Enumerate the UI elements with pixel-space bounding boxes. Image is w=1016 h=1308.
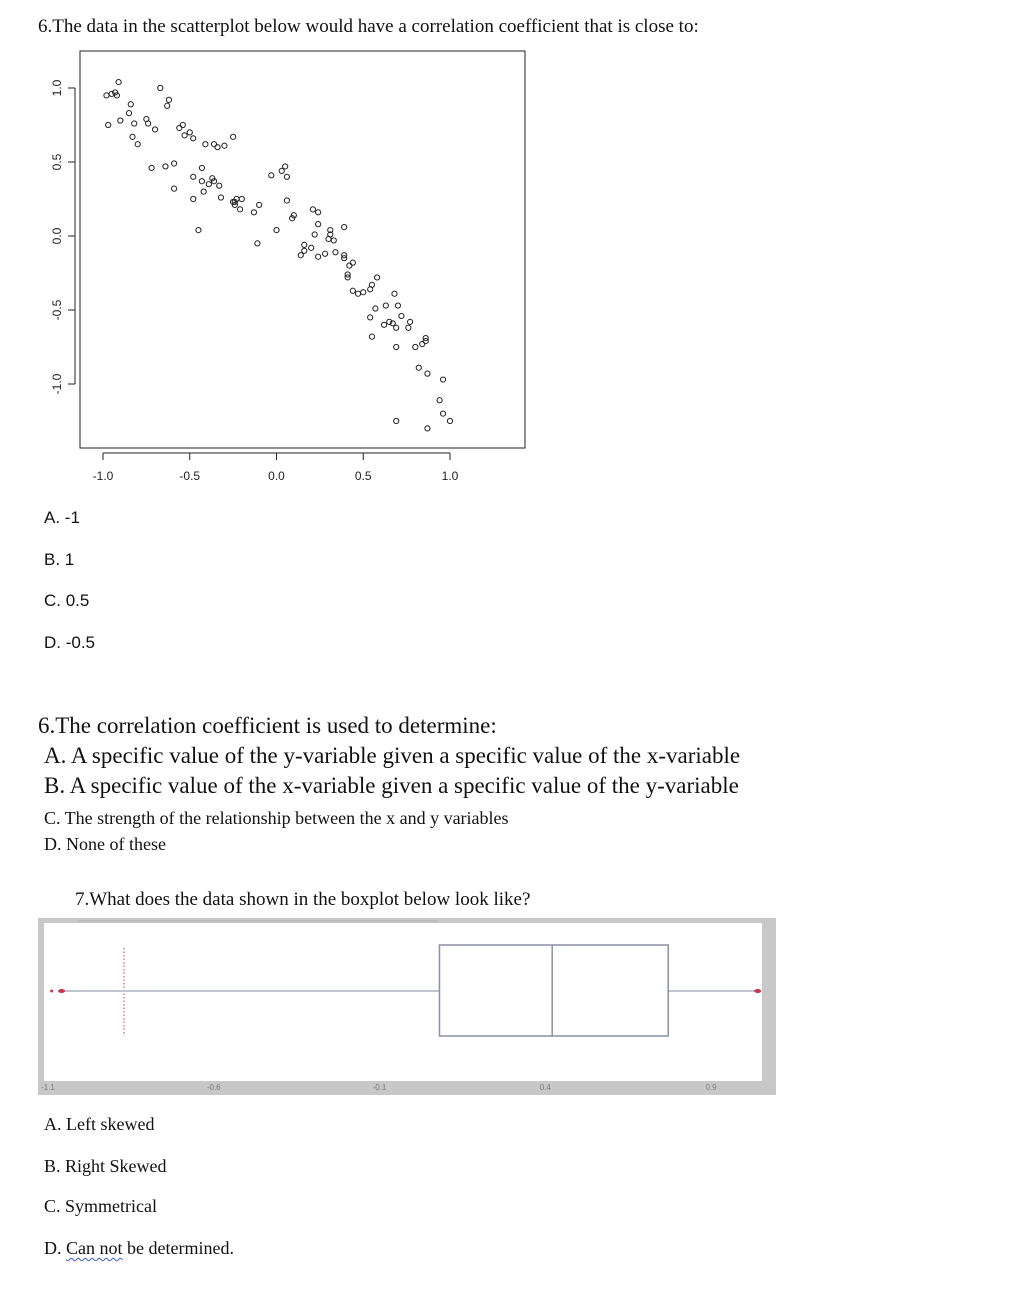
scatter-y-tick-label: -1.0 xyxy=(50,373,65,395)
q1-option-d[interactable]: D. -0.5 xyxy=(44,633,96,652)
scatter-point xyxy=(180,122,185,127)
question-2-title: 6.The correlation coefficient is used to determine: xyxy=(38,713,497,738)
scatter-point xyxy=(440,377,445,382)
scatter-y-tick-label: -0.5 xyxy=(50,299,65,321)
scatter-x-axis xyxy=(93,453,459,483)
scatter-point xyxy=(149,165,154,170)
scatter-point xyxy=(222,143,227,148)
scatter-point xyxy=(395,303,400,308)
scatter-point xyxy=(316,210,321,215)
boxplot-x-tick-label: -1.1 xyxy=(41,1083,55,1092)
scatter-point xyxy=(126,111,131,116)
boxplot-upper-whisker-end xyxy=(754,989,761,993)
scatter-point xyxy=(237,207,242,212)
q3-option-d-prefix: D. xyxy=(44,1238,66,1258)
scatter-point xyxy=(106,122,111,127)
boxplot-x-tick-label: -0.1 xyxy=(372,1083,387,1092)
scatter-point xyxy=(163,164,168,169)
scatter-point xyxy=(369,282,374,287)
q2-option-a[interactable]: A. A specific value of the y-variable given a specific value of the x-variable xyxy=(44,743,741,768)
scatter-point xyxy=(130,134,135,139)
scatter-point xyxy=(350,288,355,293)
scatter-point xyxy=(322,251,327,256)
scatter-point xyxy=(172,161,177,166)
scatter-point xyxy=(283,164,288,169)
scatter-point xyxy=(347,263,352,268)
scatter-point xyxy=(394,418,399,423)
q2-option-c[interactable]: C. The strength of the relationship between the x and y variables xyxy=(44,808,509,828)
scatter-point xyxy=(407,319,412,324)
scatter-point xyxy=(312,232,317,237)
scatter-point xyxy=(172,186,177,191)
scatter-point xyxy=(191,136,196,141)
scatter-point xyxy=(425,371,430,376)
scatter-x-tick-label: 0.0 xyxy=(268,469,285,483)
boxplot-box xyxy=(439,945,668,1036)
q3-option-a[interactable]: A. Left skewed xyxy=(44,1114,155,1134)
scatter-point xyxy=(355,291,360,296)
scatter-point xyxy=(203,142,208,147)
scatter-point xyxy=(373,306,378,311)
scatter-point xyxy=(416,365,421,370)
scatter-point xyxy=(211,142,216,147)
scatter-point xyxy=(231,134,236,139)
boxplot-x-tick-label: 0.9 xyxy=(705,1083,717,1092)
scatter-point xyxy=(310,207,315,212)
boxplot-outlier xyxy=(50,990,53,993)
question-3-title: 7.What does the data shown in the boxplot below look like? xyxy=(75,889,531,910)
scatter-point xyxy=(394,325,399,330)
scatter-point xyxy=(218,195,223,200)
scatter-points xyxy=(104,79,453,431)
scatter-x-tick-label: 0.5 xyxy=(354,469,372,483)
scatter-point xyxy=(199,165,204,170)
scatter-point xyxy=(284,174,289,179)
scatter-point xyxy=(239,196,244,201)
boxplot-x-tick-label: -0.6 xyxy=(206,1083,221,1092)
boxplot-lower-whisker-end xyxy=(58,989,65,993)
scatter-point xyxy=(333,250,338,255)
scatter-point xyxy=(251,210,256,215)
scatter-point xyxy=(201,189,206,194)
scatter-y-tick-label: 0.0 xyxy=(50,227,65,245)
scatter-point xyxy=(116,79,121,84)
scatter-point xyxy=(128,102,133,107)
q3-option-b[interactable]: B. Right Skewed xyxy=(44,1156,167,1176)
scatter-point xyxy=(187,130,192,135)
scatter-point xyxy=(217,183,222,188)
scatter-point xyxy=(425,426,430,431)
spellcheck-flagged-text: Can not xyxy=(66,1238,123,1258)
scatter-point xyxy=(191,196,196,201)
scatter-y-tick-label: 1.0 xyxy=(50,79,65,97)
scatter-point xyxy=(165,103,170,108)
scatter-point xyxy=(437,398,442,403)
q2-option-b[interactable]: B. A specific value of the x-variable given a specific value of the y-variable xyxy=(44,773,739,798)
q1-option-c[interactable]: C. 0.5 xyxy=(44,591,90,610)
q3-option-d[interactable] xyxy=(44,1238,234,1259)
q3-option-c[interactable]: C. Symmetrical xyxy=(44,1196,157,1216)
scatter-y-tick-label: 0.5 xyxy=(50,153,65,171)
scatter-point xyxy=(166,97,171,102)
q3-option-d-suffix: be determined. xyxy=(122,1238,234,1258)
question-1-title: 6.The data in the scatterplot below would have a correlation coefficient that is close to: xyxy=(38,16,699,37)
scatter-point xyxy=(440,411,445,416)
scatter-point xyxy=(368,315,373,320)
scatter-point xyxy=(361,290,366,295)
scatter-point xyxy=(399,313,404,318)
scatter-point xyxy=(146,121,151,126)
scatter-point xyxy=(152,127,157,132)
scatter-point xyxy=(381,322,386,327)
scatter-point xyxy=(257,202,262,207)
scatter-point xyxy=(196,227,201,232)
scatter-point xyxy=(309,245,314,250)
scatter-point xyxy=(316,254,321,259)
scatter-point xyxy=(331,238,336,243)
scatter-point xyxy=(375,275,380,280)
q1-option-a[interactable]: A. -1 xyxy=(44,508,80,527)
scatter-point xyxy=(447,418,452,423)
boxplot xyxy=(38,918,776,1096)
scatter-point xyxy=(215,145,220,150)
boxplot-x-tick-label: 0.4 xyxy=(539,1083,551,1092)
scatter-point xyxy=(302,242,307,247)
scatter-point xyxy=(135,142,140,147)
scatter-point xyxy=(394,344,399,349)
scatter-point xyxy=(316,222,321,227)
scatter-point xyxy=(269,173,274,178)
scatter-point xyxy=(274,227,279,232)
scatter-point xyxy=(284,198,289,203)
scatter-x-tick-label: 1.0 xyxy=(441,469,459,483)
scatter-point xyxy=(392,291,397,296)
scatter-point xyxy=(420,341,425,346)
q2-option-d[interactable]: D. None of these xyxy=(44,834,166,854)
q1-option-b[interactable]: B. 1 xyxy=(44,550,75,569)
scatter-point xyxy=(132,121,137,126)
scatter-point xyxy=(206,182,211,187)
scatter-point xyxy=(383,303,388,308)
scatter-point xyxy=(350,260,355,265)
scatter-point xyxy=(369,334,374,339)
scatter-point xyxy=(199,179,204,184)
scatterplot xyxy=(40,44,540,494)
scatter-point xyxy=(302,248,307,253)
scatter-point xyxy=(118,118,123,123)
scatter-point xyxy=(342,225,347,230)
scatter-point xyxy=(191,174,196,179)
scatter-point xyxy=(158,85,163,90)
scatter-x-tick-label: -0.5 xyxy=(179,469,201,483)
scatter-point xyxy=(406,325,411,330)
scatter-y-axis xyxy=(50,79,75,394)
scatter-point xyxy=(177,125,182,130)
scatter-point xyxy=(104,93,109,98)
scatter-point xyxy=(182,133,187,138)
scatter-point xyxy=(255,241,260,246)
scatter-x-tick-label: -1.0 xyxy=(92,469,114,483)
scatter-point xyxy=(413,344,418,349)
